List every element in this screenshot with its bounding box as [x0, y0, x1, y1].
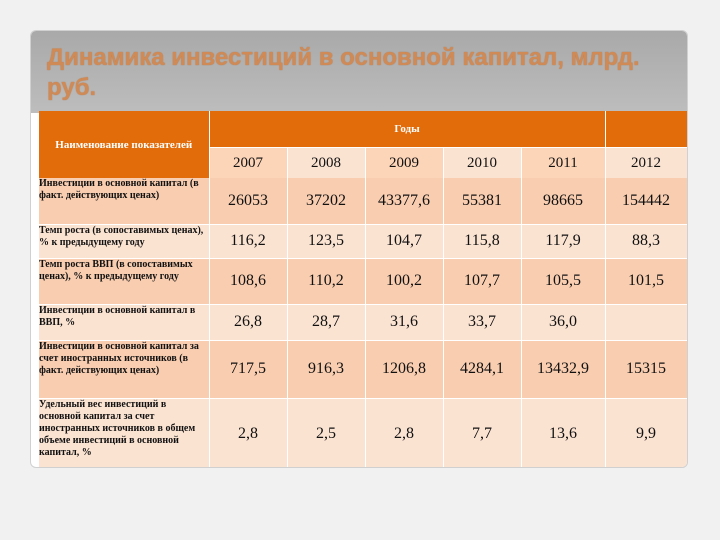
year-header: 2009 [365, 148, 443, 179]
table-cell: 55381 [443, 178, 521, 224]
row-label: Инвестиции в основной капитал (в факт. действующих ценах) [39, 178, 209, 224]
table-cell: 9,9 [605, 398, 687, 468]
year-header: 2010 [443, 148, 521, 179]
table-cell: 717,5 [209, 340, 287, 398]
table-cell: 2,8 [209, 398, 287, 468]
table-cell: 43377,6 [365, 178, 443, 224]
year-header: 2011 [521, 148, 605, 179]
header-empty-cell [605, 111, 687, 148]
row-label: Темп роста ВВП (в сопоставимых ценах), % к предыдущему году [39, 258, 209, 304]
table-cell [605, 304, 687, 340]
table-cell: 107,7 [443, 258, 521, 304]
column-header-years: Годы [209, 111, 605, 148]
table-cell: 88,3 [605, 224, 687, 258]
table-row [39, 398, 687, 468]
slide [30, 30, 688, 468]
table-cell: 105,5 [521, 258, 605, 304]
table-row [39, 340, 687, 398]
table-cell: 13432,9 [521, 340, 605, 398]
investment-table [39, 111, 688, 468]
table-cell: 154442 [605, 178, 687, 224]
table-row [39, 258, 687, 304]
table-cell: 98665 [521, 178, 605, 224]
table-cell: 4284,1 [443, 340, 521, 398]
table-cell: 115,8 [443, 224, 521, 258]
year-header: 2012 [605, 148, 687, 179]
table-cell: 2,8 [365, 398, 443, 468]
table-cell: 101,5 [605, 258, 687, 304]
table-cell: 37202 [287, 178, 365, 224]
table-cell: 117,9 [521, 224, 605, 258]
row-label: Темп роста (в сопоставимых ценах), % к предыдущему году [39, 224, 209, 258]
table-cell: 116,2 [209, 224, 287, 258]
table-cell: 13,6 [521, 398, 605, 468]
table-cell: 33,7 [443, 304, 521, 340]
table-cell: 100,2 [365, 258, 443, 304]
table-cell: 31,6 [365, 304, 443, 340]
table-cell: 104,7 [365, 224, 443, 258]
table-cell: 7,7 [443, 398, 521, 468]
year-header: 2008 [287, 148, 365, 179]
title-bar [31, 31, 687, 113]
table-cell: 108,6 [209, 258, 287, 304]
table-cell: 2,5 [287, 398, 365, 468]
row-label: Инвестиции в основной капитал в ВВП, % [39, 304, 209, 340]
table-cell: 1206,8 [365, 340, 443, 398]
table-cell: 26,8 [209, 304, 287, 340]
table-cell: 26053 [209, 178, 287, 224]
table-cell: 916,3 [287, 340, 365, 398]
row-label: Инвестиции в основной капитал за счет иностранных источников (в факт. действующих ценах) [39, 340, 209, 398]
table-row [39, 178, 687, 224]
table-row [39, 304, 687, 340]
slide-title: Динамика инвестиций в основной капитал, млрд. руб. [47, 44, 640, 101]
table-cell: 110,2 [287, 258, 365, 304]
column-header-indicator: Наименование показателей [39, 111, 209, 178]
table-cell: 15315 [605, 340, 687, 398]
table-cell: 36,0 [521, 304, 605, 340]
table-row [39, 224, 687, 258]
table-cell: 28,7 [287, 304, 365, 340]
table-cell: 123,5 [287, 224, 365, 258]
year-header: 2007 [209, 148, 287, 179]
row-label: Удельный вес инвестиций в основной капитал за счет иностранных источников в общем объеме инвестиций в основной капитал, % [39, 398, 209, 468]
